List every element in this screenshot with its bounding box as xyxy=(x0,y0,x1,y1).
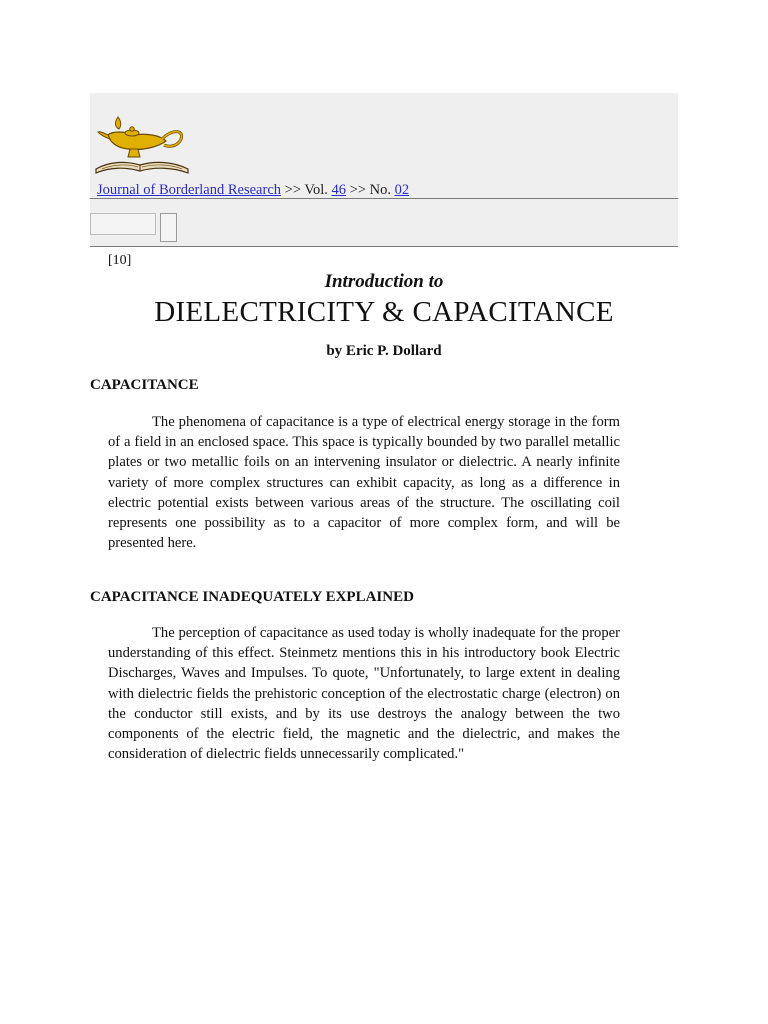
go-button[interactable] xyxy=(160,213,177,242)
page-marker: [10] xyxy=(108,253,132,268)
paragraph-inadequately-explained: The perception of capacitance as used today is wholly inadequate for the proper understanding of this effect. Steinmetz mentions this in his introductory book Electric Discharges, Waves and Impulses. To quote, "Unfortunately, to large extent in dealing with dielectric fields the prehistoric conception of the electrostatic charge (electron) on the conductor still exists, and by its use destroys the analogy between the two components of the electric field, the magnetic and the dielectric, and makes the consideration of dielectric fields unnecessarily complicated." xyxy=(108,625,620,763)
breadcrumb-separator-no: >> No. xyxy=(346,182,395,198)
article-intro-title: Introduction to xyxy=(324,271,444,292)
section-heading-capacitance: CAPACITANCE xyxy=(90,377,199,393)
breadcrumb xyxy=(97,181,409,199)
header-divider-top xyxy=(90,198,678,199)
issue-number-link[interactable]: 02 xyxy=(394,182,410,198)
journal-link[interactable]: Journal of Borderland Research xyxy=(97,182,282,198)
volume-link[interactable]: 46 xyxy=(331,182,346,198)
oil-lamp-book-logo xyxy=(94,113,190,175)
article-byline: by Eric P. Dollard xyxy=(326,343,442,359)
paragraph-capacitance: The phenomena of capacitance is a type of electrical energy storage in the form of a field in an enclosed space. This space is typically bounded by two parallel metallic plates or two metallic foils on an intervening insulator or dielectric. A nearly infinite variety of more complex structures can exhibit capacity, as long as a difference in electric potential exists between various areas of the structure. The oscillating coil represents one possibility as to a capacitor of more complex form, and will be presented here. xyxy=(108,414,620,552)
article-title: DIELECTRICITY & CAPACITANCE xyxy=(154,296,614,328)
article-select[interactable] xyxy=(90,213,156,235)
journal-header xyxy=(90,93,678,247)
section-heading-inadequately-explained: CAPACITANCE INADEQUATELY EXPLAINED xyxy=(90,589,414,605)
breadcrumb-separator-vol: >> Vol. xyxy=(281,182,332,198)
header-divider-bottom xyxy=(90,246,678,247)
